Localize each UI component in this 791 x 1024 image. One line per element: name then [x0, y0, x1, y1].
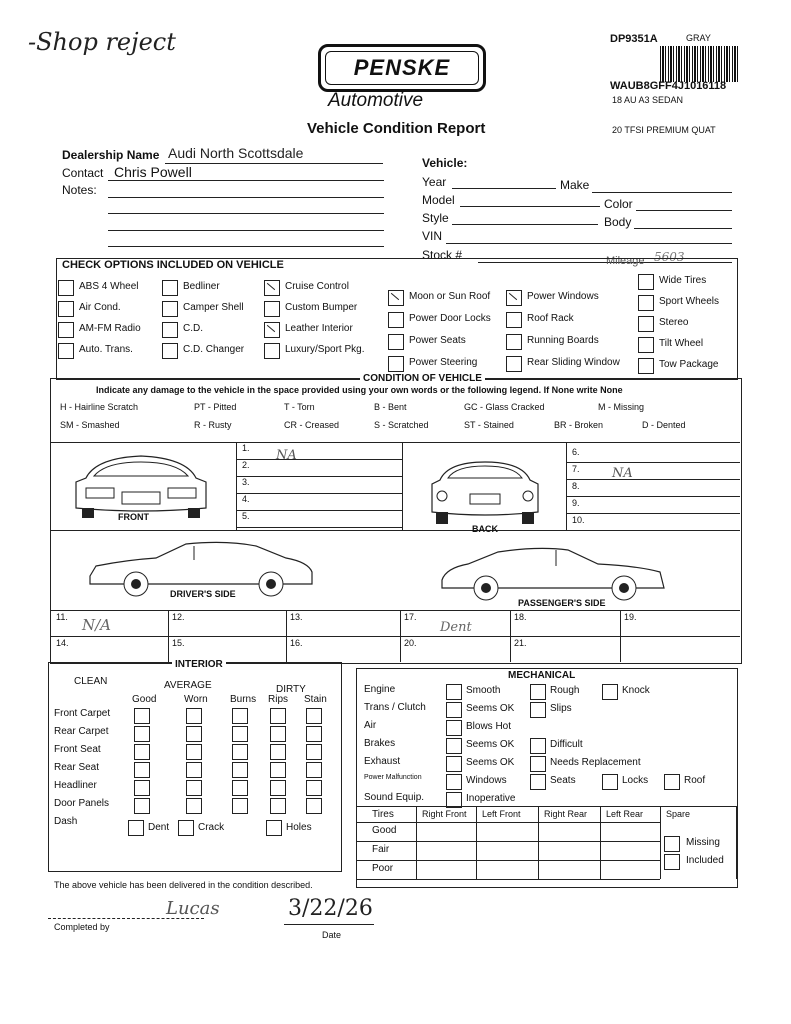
back-row-line-1: [566, 479, 740, 480]
interior-dirty: DIRTY: [276, 684, 306, 695]
page-title: Vehicle Condition Report: [307, 120, 486, 137]
signature: Lucas: [166, 898, 220, 919]
legend-item-r1-3: B - Bent: [374, 402, 407, 412]
tires-row-line-2: [356, 860, 660, 861]
brand-sub: Automotive: [328, 90, 424, 111]
mech-label-3: Brakes: [364, 738, 396, 749]
mech-opt-engine_opts-0: Smooth: [466, 685, 501, 696]
notes-line-3: [108, 230, 384, 231]
option-checkbox-col2-1[interactable]: [162, 301, 178, 317]
back-num-3: 9.: [572, 498, 580, 508]
mech-cb-trans_opts-1[interactable]: [530, 702, 546, 718]
interior-cb-1-1[interactable]: [186, 726, 202, 742]
mileage-value: 5603: [654, 250, 685, 264]
mech-opt-trans_opts-1: Slips: [550, 703, 572, 714]
handwritten-front: NA: [276, 448, 297, 463]
mech-cb-power_opts-0[interactable]: [446, 774, 462, 790]
front-row-line-3: [236, 510, 402, 511]
tires-row-2: Poor: [372, 863, 394, 874]
mech-opt-air_opts-0: Blows Hot: [466, 721, 512, 732]
mech-label-6: Sound Equip.: [364, 792, 425, 803]
front-label: FRONT: [118, 512, 149, 522]
interior-heading: INTERIOR: [172, 659, 226, 670]
interior-cb-5-2[interactable]: [232, 798, 248, 814]
interior-cb-1-4[interactable]: [306, 726, 322, 742]
option-checkbox-col1-3[interactable]: [58, 343, 74, 359]
option-checkbox-col3-1[interactable]: [264, 301, 280, 317]
front-num-4: 5.: [242, 511, 250, 521]
handwritten-side-left: N/A: [82, 616, 112, 634]
handwritten-side-right: Dent: [440, 620, 472, 635]
dash-opt-2: Holes: [286, 822, 312, 833]
interior-cb-5-1[interactable]: [186, 798, 202, 814]
option-checkbox-col1-2[interactable]: [58, 322, 74, 338]
legend-item-r1-5: M - Missing: [598, 402, 645, 412]
notes-line-2: [108, 213, 384, 214]
mech-opt-engine_opts-1: Rough: [550, 685, 580, 696]
back-label: BACK: [472, 524, 498, 534]
tires-header-2: Left Front: [482, 809, 521, 819]
color-code: GRAY: [686, 33, 711, 43]
style-label: Style: [422, 211, 449, 225]
interior-col-0: Good: [132, 694, 157, 705]
legend-item-r2-6: D - Dented: [642, 420, 686, 430]
model-line: [460, 206, 600, 207]
mech-cb-power_opts-3[interactable]: [664, 774, 680, 790]
delivery-statement: The above vehicle has been delivered in the condition described.: [54, 880, 313, 890]
vin-label: VIN: [422, 229, 443, 243]
mech-cb-power_opts-1[interactable]: [530, 774, 546, 790]
stock-code: DP9351A: [610, 33, 658, 45]
date-value: 3/22/26: [288, 896, 373, 921]
side-num-r2-0: 14.: [56, 638, 69, 648]
back-row-line-0: [566, 462, 740, 463]
mech-label-5: Power Malfunction: [364, 774, 422, 781]
interior-cb-0-4[interactable]: [306, 708, 322, 724]
interior-col-4: Stain: [304, 694, 327, 705]
option-checkbox-col4-2[interactable]: [388, 334, 404, 350]
interior-cb-2-1[interactable]: [186, 744, 202, 760]
side-num-r1-5: 19.: [624, 612, 637, 622]
mech-label-2: Air: [364, 720, 377, 731]
front-num-1: 2.: [242, 460, 250, 470]
option-checkbox-col1-0[interactable]: [58, 280, 74, 296]
mech-opt-exhaust_opts-0: Seems OK: [466, 757, 515, 768]
side-num-r2-2: 16.: [290, 638, 303, 648]
mech-opt-power_opts-3: Roof: [684, 775, 706, 786]
option-label-col3-3: Luxury/Sport Pkg.: [285, 344, 365, 355]
back-car-diagram: [420, 458, 550, 528]
tires-col-line-6: [736, 806, 737, 879]
option-label-col3-0: Cruise Control: [285, 281, 349, 292]
interior-cb-0-0[interactable]: [134, 708, 150, 724]
interior-cb-4-0[interactable]: [134, 780, 150, 796]
side-col-divider-0: [168, 610, 169, 662]
interior-row-3: Rear Seat: [54, 762, 100, 773]
option-label-col5-1: Roof Rack: [527, 313, 574, 324]
interior-cb-4-1[interactable]: [186, 780, 202, 796]
handwritten-back: NA: [612, 466, 633, 481]
make-line: [592, 192, 732, 193]
trim-line: 20 TFSI PREMIUM QUAT: [612, 125, 716, 135]
legend-item-r2-0: SM - Smashed: [60, 420, 120, 430]
interior-cb-2-4[interactable]: [306, 744, 322, 760]
mechanical-heading: MECHANICAL: [508, 670, 576, 681]
mech-cb-exhaust_opts-1[interactable]: [530, 756, 546, 772]
interior-row-0: Front Carpet: [54, 708, 111, 719]
option-checkbox-col6-3[interactable]: [638, 337, 654, 353]
completed-line: [48, 918, 204, 919]
handwritten-note: -Shop reject: [28, 28, 176, 56]
front-row-line-2: [236, 493, 402, 494]
interior-cb-3-2[interactable]: [232, 762, 248, 778]
tires-row-0: Good: [372, 825, 397, 836]
back-num-2: 8.: [572, 481, 580, 491]
spare-cb-0[interactable]: [664, 836, 680, 852]
side-num-r2-1: 15.: [172, 638, 185, 648]
mech-cb-power_opts-2[interactable]: [602, 774, 618, 790]
legend-item-r2-4: ST - Stained: [464, 420, 514, 430]
driver-side-label: DRIVER'S SIDE: [170, 589, 236, 599]
option-checkbox-col2-3[interactable]: [162, 343, 178, 359]
front-row-line-1: [236, 476, 402, 477]
tires-row-line-1: [356, 841, 660, 842]
mech-cb-brakes_opts-0[interactable]: [446, 738, 462, 754]
legend-item-r1-4: GC - Glass Cracked: [464, 402, 545, 412]
side-col-divider-2: [400, 610, 401, 662]
mech-opt-engine_opts-2: Knock: [622, 685, 650, 696]
tires-col-line-1: [416, 806, 417, 879]
dealership-line: [165, 163, 383, 164]
tires-header-5: Spare: [666, 809, 691, 819]
options-heading: CHECK OPTIONS INCLUDED ON VEHICLE: [62, 259, 284, 271]
back-row-line-4: [566, 530, 740, 531]
front-num-0: 1.: [242, 443, 250, 453]
interior-cb-1-0[interactable]: [134, 726, 150, 742]
mech-cb-trans_opts-0[interactable]: [446, 702, 462, 718]
front-divider: [236, 442, 237, 530]
dash-opt-0: Dent: [148, 822, 170, 833]
side-num-r1-1: 12.: [172, 612, 185, 622]
option-label-col6-0: Wide Tires: [659, 275, 707, 286]
back-divider: [566, 442, 567, 530]
interior-row-5: Door Panels: [54, 798, 110, 809]
spare-opt-1: Included: [686, 855, 724, 866]
option-label-col6-3: Tilt Wheel: [659, 338, 704, 349]
option-label-col1-1: Air Cond.: [79, 302, 121, 313]
side-num-r1-4: 18.: [514, 612, 527, 622]
option-checkbox-col6-4[interactable]: [638, 358, 654, 374]
interior-cb-0-2[interactable]: [232, 708, 248, 724]
color-line: [636, 210, 732, 211]
option-label-col2-3: C.D. Changer: [183, 344, 245, 355]
vehicle-heading: Vehicle:: [422, 156, 468, 170]
back-num-0: 6.: [572, 447, 580, 457]
penske-logo: [318, 44, 486, 92]
mech-cb-exhaust_opts-0[interactable]: [446, 756, 462, 772]
mid-divider: [402, 442, 403, 530]
spare-opt-0: Missing: [686, 837, 720, 848]
interior-cb-0-3[interactable]: [270, 708, 286, 724]
interior-cb-5-4[interactable]: [306, 798, 322, 814]
back-num-1: 7.: [572, 464, 580, 474]
option-label-col4-1: Power Door Locks: [409, 313, 491, 324]
vin-line: [446, 243, 732, 244]
contact-line: [108, 180, 384, 181]
back-row-line-3: [566, 513, 740, 514]
tires-header-4: Left Rear: [606, 809, 644, 819]
interior-average: AVERAGE: [164, 680, 212, 691]
option-checkbox-col5-3[interactable]: [506, 356, 522, 372]
interior-cb-5-0[interactable]: [134, 798, 150, 814]
tires-col-line-2: [476, 806, 477, 879]
interior-cb-2-3[interactable]: [270, 744, 286, 760]
option-checkbox-col2-2[interactable]: [162, 322, 178, 338]
interior-cb-3-3[interactable]: [270, 762, 286, 778]
option-label-col5-3: Rear Sliding Window: [527, 357, 620, 368]
tires-header-3: Right Rear: [544, 809, 588, 819]
option-checkbox-col5-1[interactable]: [506, 312, 522, 328]
option-label-col6-1: Sport Wheels: [659, 296, 720, 307]
option-checkbox-col3-3[interactable]: [264, 343, 280, 359]
dash-cb-2[interactable]: [266, 820, 282, 836]
option-label-col4-0: Moon or Sun Roof: [409, 291, 491, 302]
interior-cb-3-0[interactable]: [134, 762, 150, 778]
color-label: Color: [604, 197, 633, 211]
model-label: Model: [422, 193, 455, 207]
mech-opt-brakes_opts-1: Difficult: [550, 739, 583, 750]
mech-cb-engine_opts-2[interactable]: [602, 684, 618, 700]
legend-item-r2-1: R - Rusty: [194, 420, 232, 430]
model-line: 18 AU A3 SEDAN: [612, 95, 684, 105]
interior-row-6: Dash: [54, 816, 78, 827]
condition-heading: CONDITION OF VEHICLE: [360, 373, 485, 384]
tires-header-0: Tires: [372, 809, 394, 820]
notes-line-1: [108, 197, 384, 198]
interior-cb-3-4[interactable]: [306, 762, 322, 778]
stock-label: Stock #: [422, 248, 463, 262]
option-checkbox-col6-1[interactable]: [638, 295, 654, 311]
notes-line-4: [108, 246, 384, 247]
front-row-line-4: [236, 527, 402, 528]
date-line: [284, 924, 374, 925]
legend-item-r1-2: T - Torn: [284, 402, 315, 412]
dealership-label: Dealership Name: [62, 148, 160, 162]
side-num-r2-4: 21.: [514, 638, 527, 648]
interior-cb-0-1[interactable]: [186, 708, 202, 724]
option-label-col2-1: Camper Shell: [183, 302, 244, 313]
option-label-col6-4: Tow Package: [659, 359, 719, 370]
passenger-side-diagram: [438, 542, 668, 606]
option-label-col2-2: C.D.: [183, 323, 203, 334]
interior-cb-3-1[interactable]: [186, 762, 202, 778]
front-row-line-0: [236, 459, 402, 460]
mech-label-1: Trans / Clutch: [364, 702, 426, 713]
contact-label: Contact: [62, 166, 104, 180]
interior-clean: CLEAN: [74, 676, 108, 687]
interior-col-3: Rips: [268, 694, 289, 705]
option-label-col1-0: ABS 4 Wheel: [79, 281, 139, 292]
body-line: [634, 228, 732, 229]
tires-row-line-0: [356, 822, 660, 823]
side-num-r2-3: 20.: [404, 638, 417, 648]
option-checkbox-col1-1[interactable]: [58, 301, 74, 317]
interior-cb-1-3[interactable]: [270, 726, 286, 742]
condition-divider: [50, 442, 740, 443]
interior-cb-4-3[interactable]: [270, 780, 286, 796]
option-label-col3-1: Custom Bumper: [285, 302, 358, 313]
brand-name: PENSKE: [353, 55, 451, 80]
mech-opt-power_opts-2: Locks: [622, 775, 649, 786]
spare-cb-1[interactable]: [664, 854, 680, 870]
tires-col-line-0: [356, 806, 357, 879]
side-row-mid: [50, 636, 740, 637]
make-label: Make: [560, 178, 590, 192]
tires-row-1: Fair: [372, 844, 390, 855]
year-label: Year: [422, 175, 447, 189]
tires-header-1: Right Front: [422, 809, 467, 819]
option-label-col4-2: Power Seats: [409, 335, 466, 346]
front-num-3: 4.: [242, 494, 250, 504]
side-row-top: [50, 610, 740, 611]
mech-opt-exhaust_opts-1: Needs Replacement: [550, 757, 641, 768]
legend-item-r1-1: PT - Pitted: [194, 402, 237, 412]
tires-col-line-5: [660, 806, 661, 879]
year-line: [452, 188, 556, 189]
mileage-label: Mileage: [606, 255, 645, 267]
completed-label: Completed by: [54, 922, 110, 932]
date-label: Date: [322, 930, 342, 940]
interior-row-1: Rear Carpet: [54, 726, 109, 737]
contact-value: Chris Powell: [114, 164, 192, 180]
tires-col-line-4: [600, 806, 601, 879]
vin-barcode-label: WAUB8GFF4J1016118: [610, 80, 727, 92]
tires-col-line-3: [538, 806, 539, 879]
interior-cb-1-2[interactable]: [232, 726, 248, 742]
side-col-divider-3: [510, 610, 511, 662]
side-col-divider-4: [620, 610, 621, 662]
mech-label-4: Exhaust: [364, 756, 401, 767]
legend-item-r2-3: S - Scratched: [374, 420, 429, 430]
mech-cb-engine_opts-1[interactable]: [530, 684, 546, 700]
mech-opt-power_opts-1: Seats: [550, 775, 576, 786]
dash-cb-0[interactable]: [128, 820, 144, 836]
mech-cb-engine_opts-0[interactable]: [446, 684, 462, 700]
interior-cb-5-3[interactable]: [270, 798, 286, 814]
mech-cb-brakes_opts-1[interactable]: [530, 738, 546, 754]
mech-label-0: Engine: [364, 684, 396, 695]
option-label-col3-2: Leather Interior: [285, 323, 353, 334]
option-label-col4-3: Power Steering: [409, 357, 478, 368]
option-label-col5-2: Running Boards: [527, 335, 599, 346]
option-label-col1-3: Auto. Trans.: [79, 344, 133, 355]
legend-item-r1-0: H - Hairline Scratch: [60, 402, 139, 412]
dash-opt-1: Crack: [198, 822, 225, 833]
back-row-line-2: [566, 496, 740, 497]
dealership-value: Audi North Scottsdale: [168, 145, 304, 161]
option-checkbox-col6-2[interactable]: [638, 316, 654, 332]
interior-col-1: Worn: [184, 694, 208, 705]
passenger-side-label: PASSENGER'S SIDE: [518, 598, 606, 608]
mech-opt-power_opts-0: Windows: [466, 775, 507, 786]
front-num-2: 3.: [242, 477, 250, 487]
side-num-r1-0: 11.: [56, 612, 68, 622]
notes-label: Notes:: [62, 183, 97, 197]
barcode: [660, 46, 738, 82]
interior-row-4: Headliner: [54, 780, 97, 791]
option-label-col6-2: Stereo: [659, 317, 689, 328]
mech-opt-sound_opts-0: Inoperative: [466, 793, 516, 804]
mech-opt-trans_opts-0: Seems OK: [466, 703, 515, 714]
side-num-r1-2: 13.: [290, 612, 303, 622]
side-num-r1-3: 17.: [404, 612, 417, 622]
style-line: [452, 224, 598, 225]
tires-top-line: [356, 806, 736, 807]
condition-instructions: Indicate any damage to the vehicle in the space provided using your own words or the following legend. If None write None: [96, 385, 623, 395]
dash-cb-1[interactable]: [178, 820, 194, 836]
option-checkbox-col5-2[interactable]: [506, 334, 522, 350]
option-label-col5-0: Power Windows: [527, 291, 599, 302]
option-checkbox-col4-1[interactable]: [388, 312, 404, 328]
side-col-divider-1: [286, 610, 287, 662]
option-checkbox-col2-0[interactable]: [162, 280, 178, 296]
interior-cb-2-0[interactable]: [134, 744, 150, 760]
mech-opt-brakes_opts-0: Seems OK: [466, 739, 515, 750]
body-label: Body: [604, 215, 632, 229]
interior-cb-4-4[interactable]: [306, 780, 322, 796]
mech-cb-air_opts-0[interactable]: [446, 720, 462, 736]
interior-cb-2-2[interactable]: [232, 744, 248, 760]
legend-item-r2-5: BR - Broken: [554, 420, 604, 430]
interior-col-2: Burns: [230, 694, 257, 705]
interior-cb-4-2[interactable]: [232, 780, 248, 796]
option-checkbox-col4-3[interactable]: [388, 356, 404, 372]
back-num-4: 10.: [572, 515, 585, 525]
option-label-col1-2: AM-FM Radio: [79, 323, 141, 334]
option-label-col2-0: Bedliner: [183, 281, 220, 292]
tires-row-line-3: [356, 879, 660, 880]
legend-item-r2-2: CR - Creased: [284, 420, 340, 430]
interior-row-2: Front Seat: [54, 744, 101, 755]
option-checkbox-col6-0[interactable]: [638, 274, 654, 290]
